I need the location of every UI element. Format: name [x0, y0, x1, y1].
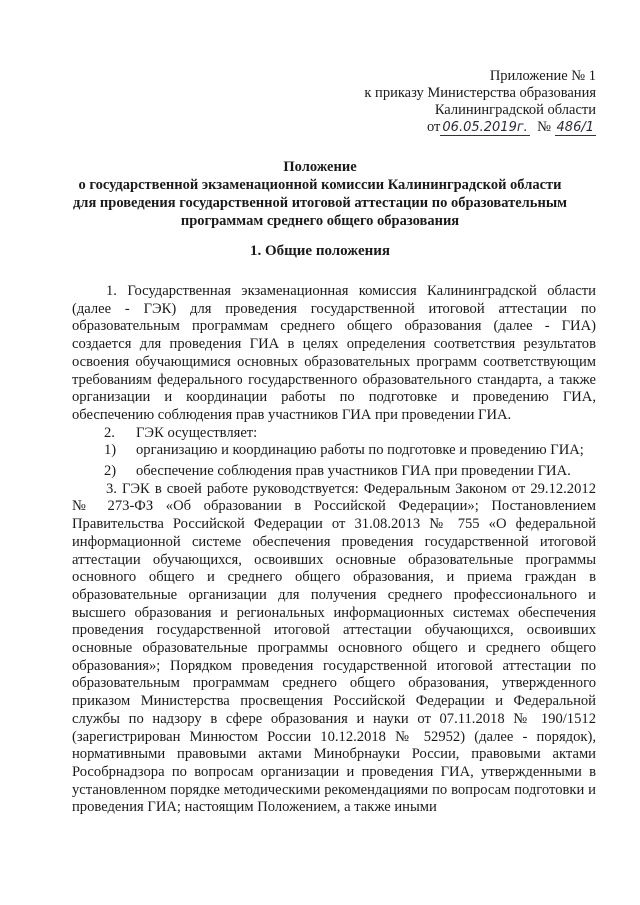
annex-date-number [296, 119, 596, 136]
subitem-2-2-text: обеспечение соблюдения прав участников ГИА при проведении ГИА. [136, 463, 571, 480]
title-line-4: программам среднего общего образования [180, 213, 460, 229]
paragraph-3: 3. ГЭК в своей работе руководствуется: Федеральным Законом от 29.12.2012 № 273-ФЗ «Об образовании в Российской Федерации»; Постановлением Правительства Российской Федерации от 31.08.2013 № 755 «О федеральной информационной системе обеспечения проведения государственной итоговой аттестации обучающихся, освоивших основные образовательные программы основного общего и среднего общего образования, и приема граждан в образовательные организации для получения среднего профессионального и высшего образования и региональных информационных системах обеспечения проведения государственной итоговой аттестации обучающихся, освоивших основные образовательные программы основного общего и среднего общего образования»; Порядком проведения государственной итоговой аттестации по образовательным программам среднего общего образования, утвержденного приказом Министерства просвещения Российской Федерации и Федеральной службы по надзору в сфере образования и науки от 07.11.2018 № 190/1512 (зарегистрирован Минюстом России 10.12.2018 № 52952) (далее - порядок), нормативными правовыми актами Минобрнауки России, правовыми актами Рособрнадзора по вопросам организации и проведения ГИА, утвержденными в установленном порядке методическими рекомендациями по вопросам подготовки и проведения ГИА; настоящим Положением, а также иными [72, 480, 596, 816]
handwritten-number: 486/1 [556, 120, 594, 135]
subitem-2-2 [72, 463, 596, 481]
handwritten-date: 06.05.2019г. [442, 120, 528, 135]
annex-order-ref: к приказу Министерства образования [364, 85, 596, 101]
section-heading: 1. Общие положения [249, 243, 391, 259]
subitem-2-1-text: организацию и координацию работы по подготовке и проведению ГИА; [136, 442, 584, 459]
annex-block [296, 68, 596, 136]
subitem-2-1 [72, 442, 596, 460]
paragraph-2-text: ГЭК осуществляет: [136, 424, 258, 441]
subitem-2-2-number: 2) [104, 463, 117, 480]
paragraph-2 [72, 425, 596, 443]
subitem-2-1-number: 1) [104, 442, 117, 459]
paragraph-2-number: 2. [104, 424, 115, 441]
title-line-1: Положение [283, 159, 357, 175]
title-line-3: для проведения государственной итоговой аттестации по образовательным [72, 195, 568, 211]
annex-title: Приложение № 1 [489, 68, 596, 84]
document-title [40, 158, 600, 230]
date-prefix: от [427, 119, 441, 135]
annex-region: Калининградской области [434, 102, 596, 118]
title-line-2: о государственной экзаменационной комиссии Калининградской области [78, 177, 562, 193]
document-body [72, 283, 596, 817]
number-prefix: № [537, 119, 551, 135]
paragraph-1: 1. Государственная экзаменационная комиссия Калининградской области (далее - ГЭК) для проведения государственной итоговой аттестации по образовательным программам среднего общего образования (далее - ГИА) создается для проведения ГИА в целях определения соответствия результатов освоения обучающимися основных образовательных программ соответствующим требованиям федерального государственного образовательного стандарта, а также организации и координации работы по подготовке и проведению ГИА, обеспечению соблюдения прав участников ГИА при проведении ГИА. [72, 283, 596, 423]
